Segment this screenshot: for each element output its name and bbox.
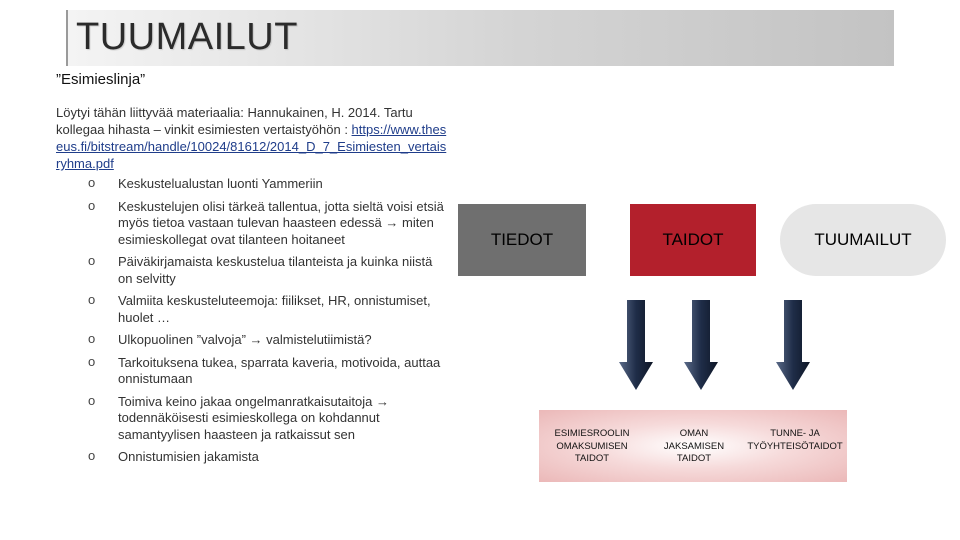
list-item [88, 199, 448, 249]
list-item [88, 176, 448, 193]
list-item [88, 355, 448, 388]
title-bar [66, 10, 894, 66]
bullet-icon: o [88, 253, 96, 268]
down-arrow-icon [619, 300, 653, 390]
bottom-label: TUNNE- JA TYÖYHTEISÖTAIDOT [747, 428, 843, 452]
list-item [88, 293, 448, 326]
list-item-text: Keskustelujen olisi tärkeä tallentua, jotta sieltä voisi etsiä myös tietoa vastaan tulevan haasteen edessä → miten esimieskollegat ovat tilanteen hoitaneet [118, 198, 444, 247]
list-item-text: Valmiita keskusteluteemoja: fiilikset, HR, onnistumiset, huolet … [118, 293, 431, 325]
bullet-icon: o [88, 392, 96, 408]
intro-text: Löytyi tähän liittyvää materiaalia: Hannukainen, H. 2014. Tartu kollegaa hihasta – vinkit esimiesten vertaistyöhön : [56, 105, 413, 137]
skills-panel [539, 410, 847, 482]
list-item-text: Toimiva keino jakaa ongelmanratkaisutaitoja → todennäköisesti esimieskollega on kohdannut samantyylisen haasteen ja ratkaissut sen [118, 393, 389, 442]
bottom-label: OMAN JAKSAMISEN TAIDOT [663, 428, 725, 464]
list-item-text: Tarkoituksena tukea, sparrata kaveria, motivoida, auttaa onnistumaan [118, 354, 441, 386]
list-item-text: Onnistumisien jakamista [118, 449, 259, 464]
bullet-icon: o [88, 353, 96, 369]
list-item [88, 332, 448, 349]
slide-title: TUUMAILUT [76, 16, 298, 58]
list-item-text: Päiväkirjamaista keskustelua tilanteista ja kuinka niistä on selvitty [118, 254, 433, 286]
list-item [88, 254, 448, 287]
intro-paragraph [56, 104, 448, 172]
taidot-box: TAIDOT [630, 204, 756, 276]
list-item-text: Keskustelualustan luonti Yammeriin [118, 176, 323, 191]
subtitle: ”Esimieslinja” [56, 71, 146, 88]
tiedot-box: TIEDOT [458, 204, 586, 276]
bullet-list [88, 176, 448, 472]
down-arrow-icon [684, 300, 718, 390]
bullet-icon: o [88, 331, 96, 346]
bullet-icon: o [88, 448, 96, 463]
tuumailut-box: TUUMAILUT [780, 204, 946, 276]
list-item [88, 394, 448, 444]
bullet-icon: o [88, 292, 96, 307]
down-arrow-icon [776, 300, 810, 390]
list-item [88, 449, 448, 466]
bottom-label: ESIMIESROOLIN OMAKSUMISEN TAIDOT [554, 428, 630, 464]
bullet-icon: o [88, 197, 96, 213]
list-item-text: Ulkopuolinen ”valvoja” → valmistelutiimistä? [118, 332, 372, 347]
source-link[interactable]: https://www.theseus.fi/bitstream/handle/10024/81612/2014_D_7_Esimiesten_vertaisryhma.pdf [56, 122, 447, 171]
bullet-icon: o [88, 175, 96, 190]
